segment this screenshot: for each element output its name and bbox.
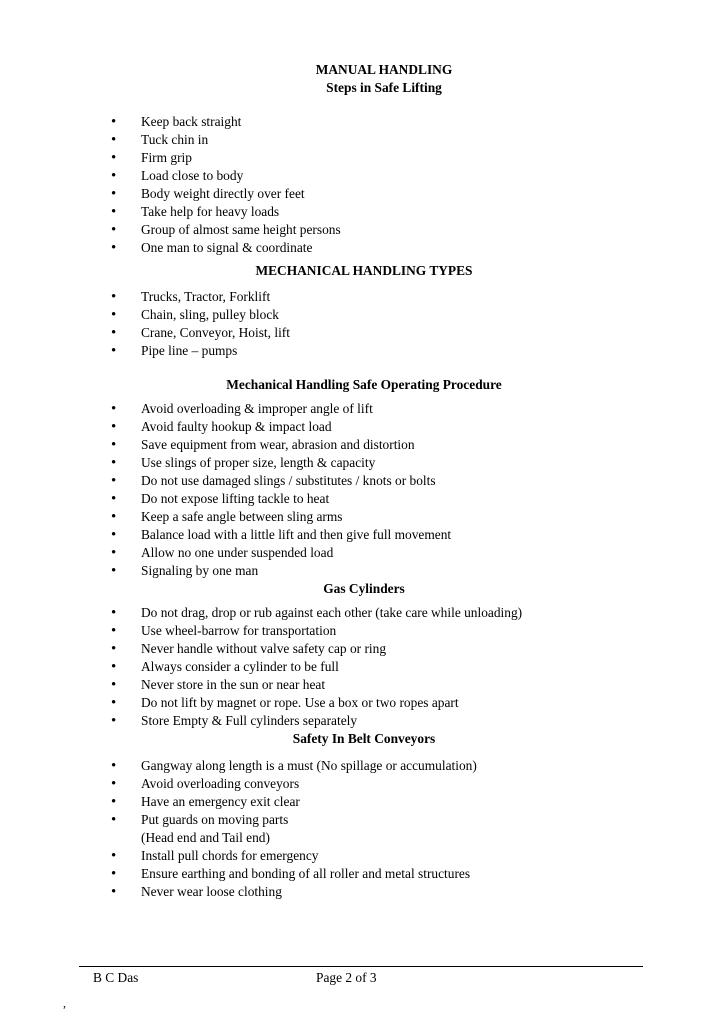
bullet: • <box>111 848 117 864</box>
list-item-text: Put guards on moving parts <box>141 812 289 827</box>
footer-page-number: Page 2 of 3 <box>316 970 377 985</box>
list-item-text: One man to signal & coordinate <box>141 240 313 255</box>
list-item-text: Install pull chords for emergency <box>141 848 319 863</box>
bullet: • <box>111 307 117 323</box>
bullet: • <box>111 419 117 435</box>
list-item-text: Use slings of proper size, length & capacity <box>141 455 376 470</box>
document-title: MANUAL HANDLING <box>315 62 453 77</box>
list-item-text: Body weight directly over feet <box>141 186 305 201</box>
bullet: • <box>111 114 117 130</box>
bullet: • <box>111 240 117 256</box>
bullet: • <box>111 132 117 148</box>
list-item-text: Never handle without valve safety cap or ring <box>141 641 387 656</box>
bullet: • <box>111 794 117 810</box>
list-item-text: Signaling by one man <box>141 563 259 578</box>
list-item-text: Avoid overloading & improper angle of lift <box>141 401 373 416</box>
section-heading-mechanical-types: MECHANICAL HANDLING TYPES <box>255 263 473 278</box>
bullet: • <box>111 659 117 675</box>
list-item-text: Do not use damaged slings / substitutes / knots or bolts <box>141 473 436 488</box>
list-item-text: Tuck chin in <box>141 132 209 147</box>
list-item-continuation: (Head end and Tail end) <box>141 830 270 845</box>
bullet: • <box>111 222 117 238</box>
bullet: • <box>111 563 117 579</box>
list-item-text: Pipe line – pumps <box>141 343 238 358</box>
bullet: • <box>111 509 117 525</box>
section-heading-belt-conveyors: Safety In Belt Conveyors <box>292 731 436 746</box>
bullet: • <box>111 401 117 417</box>
bullet: • <box>111 437 117 453</box>
list-item-text: Ensure earthing and bonding of all roller and metal structures <box>141 866 471 881</box>
list-item-text: Chain, sling, pulley block <box>141 307 279 322</box>
bullet: • <box>111 491 117 507</box>
bullet: • <box>111 758 117 774</box>
list-item-text: Use wheel-barrow for transportation <box>141 623 337 638</box>
list-item-text: Have an emergency exit clear <box>141 794 300 809</box>
list-item-text: Balance load with a little lift and then give full movement <box>141 527 452 542</box>
footer-author: B C Das <box>93 970 139 985</box>
list-item-text: Do not lift by magnet or rope. Use a box or two ropes apart <box>141 695 459 710</box>
footer-divider <box>79 966 643 967</box>
list-item-text: Gangway along length is a must (No spillage or accumulation) <box>141 758 477 773</box>
bullet: • <box>111 473 117 489</box>
bullet: • <box>111 343 117 359</box>
bullet: • <box>111 455 117 471</box>
document-subtitle: Steps in Safe Lifting <box>326 80 442 95</box>
list-item-text: Allow no one under suspended load <box>141 545 334 560</box>
bullet: • <box>111 150 117 166</box>
bullet: • <box>111 545 117 561</box>
bullet: • <box>111 866 117 882</box>
list-item-text: Avoid faulty hookup & impact load <box>141 419 332 434</box>
bullet: • <box>111 605 117 621</box>
bullet: • <box>111 695 117 711</box>
list-item-text: Save equipment from wear, abrasion and distortion <box>141 437 415 452</box>
list-item-text: Store Empty & Full cylinders separately <box>141 713 358 728</box>
list-item-text: Never wear loose clothing <box>141 884 282 899</box>
list-item-text: Keep a safe angle between sling arms <box>141 509 343 524</box>
list-item-text: Never store in the sun or near heat <box>141 677 326 692</box>
bullet: • <box>111 677 117 693</box>
list-item-text: Load close to body <box>141 168 244 183</box>
section-heading-safe-operating-procedure: Mechanical Handling Safe Operating Procedure <box>226 377 502 392</box>
list-item-text: Do not expose lifting tackle to heat <box>141 491 330 506</box>
section-heading-gas-cylinders: Gas Cylinders <box>323 581 405 596</box>
list-item-text: Always consider a cylinder to be full <box>141 659 339 674</box>
stray-mark: , <box>63 996 66 1010</box>
list-item-text: Trucks, Tractor, Forklift <box>141 289 271 304</box>
bullet: • <box>111 204 117 220</box>
bullet: • <box>111 641 117 657</box>
list-item-text: Keep back straight <box>141 114 242 129</box>
list-item-text: Avoid overloading conveyors <box>141 776 300 791</box>
list-item-text: Firm grip <box>141 150 192 165</box>
bullet: • <box>111 289 117 305</box>
bullet: • <box>111 713 117 729</box>
bullet: • <box>111 812 117 828</box>
bullet: • <box>111 776 117 792</box>
bullet: • <box>111 186 117 202</box>
list-item-text: Crane, Conveyor, Hoist, lift <box>141 325 290 340</box>
bullet: • <box>111 168 117 184</box>
list-item-text: Do not drag, drop or rub against each other (take care while unloading) <box>141 605 523 620</box>
list-item-text: Take help for heavy loads <box>141 204 280 219</box>
list-item-text: Group of almost same height persons <box>141 222 341 237</box>
bullet: • <box>111 527 117 543</box>
bullet: • <box>111 623 117 639</box>
bullet: • <box>111 325 117 341</box>
bullet: • <box>111 884 117 900</box>
